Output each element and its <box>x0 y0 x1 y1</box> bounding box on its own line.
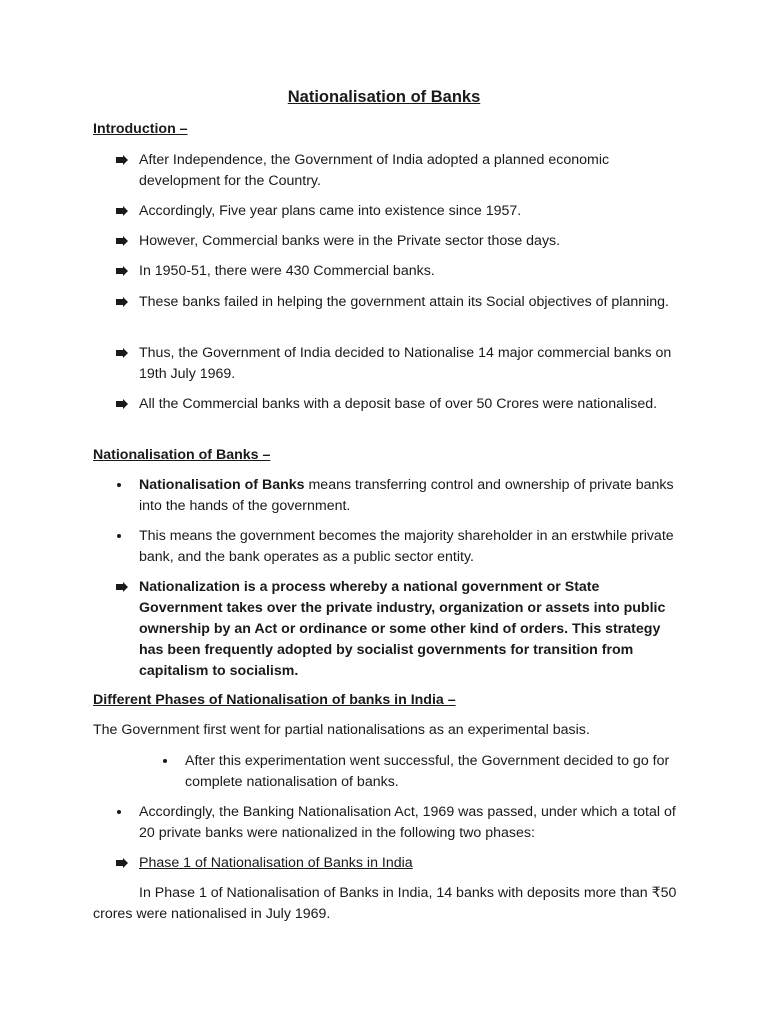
arrow-bullet-icon <box>115 297 129 307</box>
arrow-bullet-icon <box>115 399 129 409</box>
list-item-text: Nationalization is a process whereby a national government or State Government takes over the private industry, organization or assets into public ownership by an Act or ordinance or some other kind of orders. This strategy has been frequently adopted by socialist governments for transition from capitalism to socialism. <box>139 579 666 679</box>
arrow-bullet-icon <box>115 582 129 592</box>
list-item <box>115 394 685 415</box>
section-heading-phases: Different Phases of Nationalisation of banks in India – <box>93 692 456 708</box>
list-item-text: These banks failed in helping the government attain its Social objectives of planning. <box>139 294 669 310</box>
list-item <box>115 150 685 192</box>
arrow-bullet-icon <box>115 266 129 276</box>
list-item-text <box>139 475 685 517</box>
list-item <box>115 231 685 252</box>
phase-1-paragraph: In Phase 1 of Nationalisation of Banks in India, 14 banks with deposits more than ₹50 crores were nationalised in July 1969. <box>93 885 677 922</box>
list-item <box>115 853 685 874</box>
list-item <box>161 751 681 793</box>
round-bullet-icon <box>117 483 121 487</box>
list-item-text: Thus, the Government of India decided to Nationalise 14 major commercial banks on 19th July 1969. <box>139 345 672 382</box>
arrow-bullet-icon <box>115 155 129 165</box>
list-item <box>115 261 685 282</box>
page-title: Nationalisation of Banks <box>287 88 481 106</box>
list-item-text: However, Commercial banks were in the Private sector those days. <box>139 233 561 249</box>
term-definition: means transferring control and ownership of private banks into the hands of the government. <box>139 477 674 514</box>
list-item <box>115 292 685 313</box>
list-item-text: Accordingly, the Banking Nationalisation Act, 1969 was passed, under which a total of 20 private banks were nationalized in the following two phases: <box>139 804 676 841</box>
paragraph: The Government first went for partial nationalisations as an experimental basis. <box>93 722 590 738</box>
list-item <box>115 526 685 568</box>
section-heading-introduction: Introduction – <box>93 121 188 137</box>
list-item-text: This means the government becomes the majority shareholder in an erstwhile private bank, and the bank operates as a public sector entity. <box>139 528 674 565</box>
list-item <box>115 475 685 517</box>
list-item-text: All the Commercial banks with a deposit base of over 50 Crores were nationalised. <box>139 396 658 412</box>
list-item-text: After Independence, the Government of India adopted a planned economic development for the Country. <box>139 152 610 189</box>
arrow-bullet-icon <box>115 236 129 246</box>
list-item <box>115 802 685 844</box>
list-item <box>115 201 685 222</box>
arrow-bullet-icon <box>115 858 129 868</box>
list-item-text: After this experimentation went successful, the Government decided to go for complete nationalisation of banks. <box>185 753 670 790</box>
bold-term: Nationalisation of Banks <box>139 477 305 493</box>
list-item <box>115 577 685 682</box>
list-item <box>115 343 685 385</box>
round-bullet-icon <box>117 534 121 538</box>
list-item-text: Accordingly, Five year plans came into existence since 1957. <box>139 203 522 219</box>
arrow-bullet-icon <box>115 348 129 358</box>
arrow-bullet-icon <box>115 206 129 216</box>
list-item-text: In 1950-51, there were 430 Commercial banks. <box>139 263 435 279</box>
round-bullet-icon <box>163 759 167 763</box>
section-heading-nationalisation: Nationalisation of Banks – <box>93 447 271 463</box>
round-bullet-icon <box>117 810 121 814</box>
phase-1-label: Phase 1 of Nationalisation of Banks in India <box>139 855 413 871</box>
